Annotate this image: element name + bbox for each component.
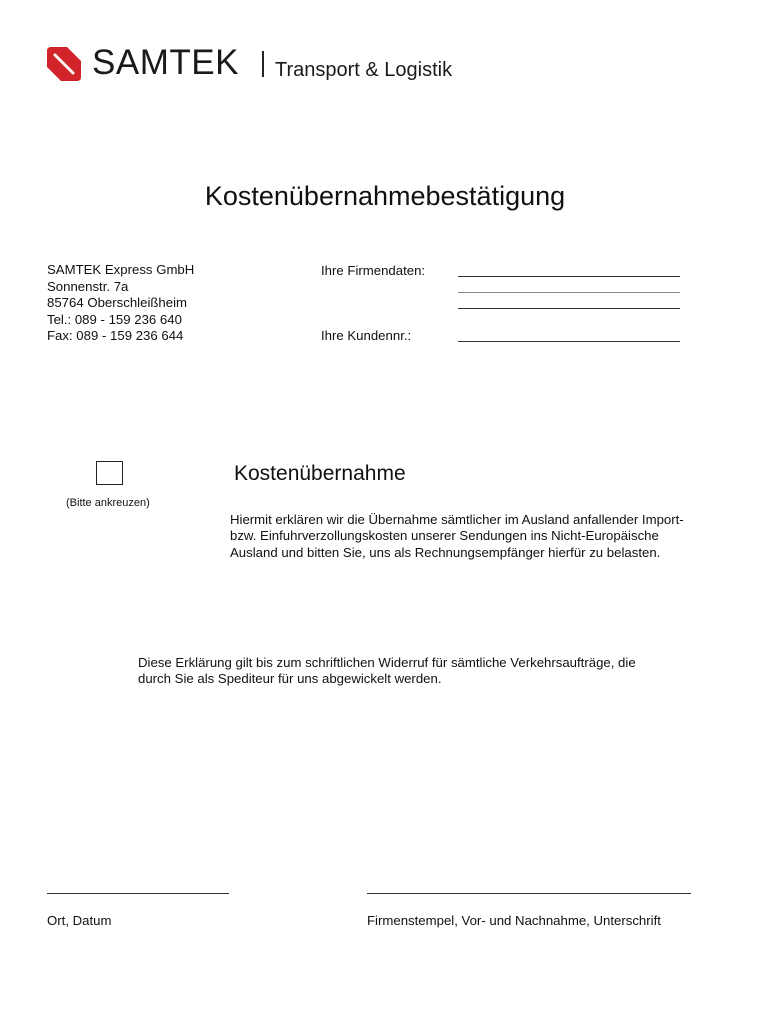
sender-company: SAMTEK Express GmbH bbox=[47, 262, 195, 277]
company-data-line-1[interactable] bbox=[458, 276, 680, 277]
sender-street: Sonnenstr. 7a bbox=[47, 278, 129, 294]
sender-fax: Fax: 089 - 159 236 644 bbox=[47, 328, 184, 343]
validity-text bbox=[138, 655, 636, 688]
place-date-label: Ort, Datum bbox=[47, 913, 112, 928]
sender-address bbox=[47, 262, 194, 345]
sender-phone: Tel.: 089 - 159 236 640 bbox=[47, 311, 182, 327]
document-title: Kostenübernahmebestätigung bbox=[204, 181, 566, 211]
declaration-text bbox=[230, 512, 684, 561]
validity-line: Diese Erklärung gilt bis zum schriftlichen Widerruf für sämtliche Verkehrsaufträge, die bbox=[138, 655, 636, 670]
declaration-line: Hiermit erklären wir die Übernahme sämtlicher im Ausland anfallender Import- bbox=[230, 512, 684, 527]
signature-label: Firmenstempel, Vor- und Nachnahme, Unterschrift bbox=[367, 913, 661, 928]
declaration-line: bzw. Einfuhrverzollungskosten unserer Sendungen ins Nicht-Europäische bbox=[230, 528, 659, 544]
brand-tagline: Transport & Logistik bbox=[275, 59, 453, 81]
cost-acceptance-checkbox[interactable] bbox=[96, 461, 123, 485]
customer-number-line[interactable] bbox=[458, 341, 680, 342]
signature-line[interactable] bbox=[367, 893, 691, 894]
sender-city: 85764 Oberschleißheim bbox=[47, 295, 188, 310]
company-data-line-3[interactable] bbox=[458, 308, 680, 309]
checkbox-hint: (Bitte ankreuzen) bbox=[66, 497, 150, 509]
place-date-line[interactable] bbox=[47, 893, 229, 894]
company-data-line-2[interactable] bbox=[458, 292, 680, 293]
section-title: Kostenübernahme bbox=[234, 462, 406, 485]
brand-name: SAMTEK bbox=[92, 43, 239, 82]
declaration-line: Ausland und bitten Sie, uns als Rechnungsempfänger hierfür zu belasten. bbox=[230, 544, 661, 560]
brand-divider bbox=[262, 51, 264, 77]
customer-number-label: Ihre Kundennr.: bbox=[321, 328, 412, 343]
samtek-logo-icon bbox=[47, 47, 81, 81]
validity-line: durch Sie als Spediteur für uns abgewickelt werden. bbox=[138, 671, 442, 687]
company-data-label: Ihre Firmendaten: bbox=[321, 263, 426, 278]
